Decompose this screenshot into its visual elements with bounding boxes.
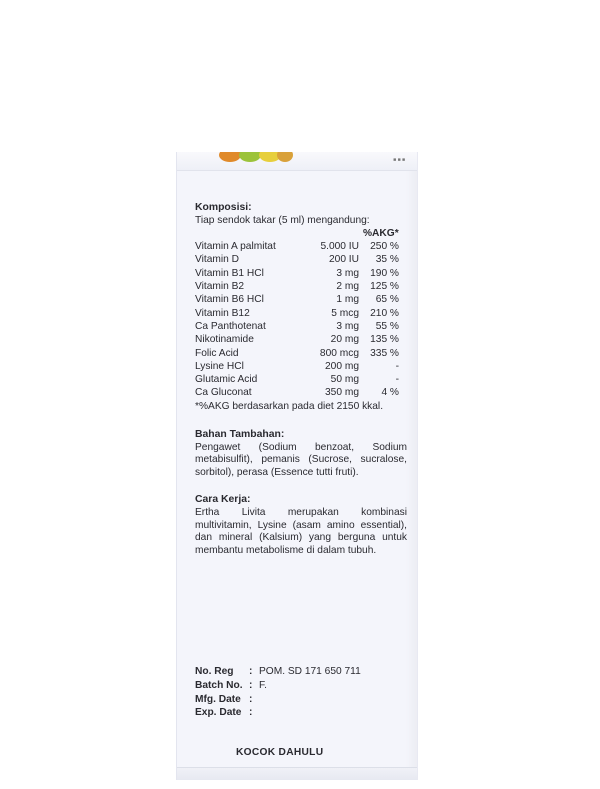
registration-block (195, 665, 361, 720)
ingredient-akg: 65 % (375, 294, 399, 306)
label-content (195, 202, 415, 557)
fruit-graphic (277, 152, 293, 162)
ingredient-akg: 210 % (370, 307, 399, 319)
ingredient-name: Glutamic Acid (195, 374, 258, 386)
registration-label: Batch No. (195, 679, 243, 691)
mechanism-title: Cara Kerja: (195, 494, 251, 506)
ingredient-akg: 250 % (370, 241, 399, 253)
fruit-graphic (219, 152, 241, 162)
ingredient-akg: 335 % (370, 347, 399, 359)
ingredient-amount: 20 mg (330, 334, 359, 346)
composition-row (195, 254, 415, 267)
composition-row (195, 307, 415, 320)
composition-title: Komposisi: (195, 202, 252, 213)
ingredient-akg: 135 % (370, 334, 399, 346)
additives-title: Bahan Tambahan: (195, 428, 285, 440)
registration-row (195, 693, 361, 707)
composition-table (195, 241, 415, 401)
ingredient-amount: 5 mcg (331, 307, 359, 319)
registration-label: No. Reg (195, 666, 234, 677)
ingredient-akg: 4 % (381, 387, 399, 399)
registration-label: Mfg. Date (195, 693, 241, 705)
registration-separator: : (249, 679, 253, 691)
ingredient-name: Vitamin B1 HCl (195, 267, 264, 279)
ingredient-name: Vitamin B12 (195, 307, 250, 319)
flap-marks: ■ ■ ■ (393, 157, 405, 163)
ingredient-akg: - (395, 374, 399, 386)
ingredient-akg: 35 % (375, 254, 399, 266)
registration-row (195, 679, 361, 693)
registration-separator: : (249, 693, 253, 705)
ingredient-amount: 3 mg (336, 320, 359, 332)
registration-value: F. (259, 679, 267, 691)
composition-row (195, 267, 415, 280)
ingredient-amount: 50 mg (330, 374, 359, 386)
ingredient-amount: 2 mg (336, 281, 359, 293)
composition-row (195, 294, 415, 307)
registration-label: Exp. Date (195, 707, 242, 719)
shake-instruction: KOCOK DAHULU (236, 747, 324, 758)
composition-row (195, 347, 415, 360)
ingredient-amount: 200 mg (325, 360, 359, 372)
ingredient-name: Ca Panthotenat (195, 320, 266, 332)
ingredient-amount: 5.000 IU (320, 241, 359, 253)
ingredient-amount: 200 IU (328, 254, 359, 266)
registration-separator: : (249, 707, 253, 719)
composition-row (195, 281, 415, 294)
ingredient-name: Vitamin A palmitat (195, 241, 276, 253)
ingredient-name: Nikotinamide (195, 334, 254, 346)
akg-header: %AKG* (363, 228, 399, 240)
registration-row (195, 665, 361, 679)
ingredient-name: Vitamin B2 (195, 281, 245, 293)
composition-row (195, 321, 415, 334)
ingredient-amount: 350 mg (325, 387, 359, 399)
composition-row (195, 334, 415, 347)
ingredient-amount: 1 mg (336, 294, 359, 306)
ingredient-name: Ca Gluconat (195, 387, 252, 399)
registration-separator: : (249, 666, 253, 677)
composition-subtitle: Tiap sendok takar (5 ml) mengandung: (195, 214, 370, 226)
additives-text: Pengawet (Sodium benzoat, Sodium metabisulfit), pemanis (Sucrose, sucralose, sorbitol), perasa (Essence tutti fruti). (195, 441, 407, 478)
ingredient-akg: 125 % (370, 281, 399, 293)
ingredient-name: Vitamin D (195, 254, 239, 266)
box-top-flap (177, 152, 417, 171)
akg-note: *%AKG berdasarkan pada diet 2150 kkal. (195, 401, 384, 413)
composition-row (195, 241, 415, 254)
ingredient-name: Folic Acid (195, 347, 239, 359)
fruit-graphic (239, 152, 261, 162)
composition-row (195, 387, 415, 400)
registration-value: POM. SD 171 650 711 (259, 666, 361, 677)
ingredient-akg: - (395, 360, 399, 372)
mechanism-text: Ertha Livita merupakan kombinasi multivitamin, Lysine (asam amino essential), dan mineral (Kalsium) yang berguna untuk membantu metabolisme di dalam tubuh. (195, 506, 407, 556)
ingredient-akg: 55 % (375, 320, 399, 332)
registration-row (195, 706, 361, 720)
composition-row (195, 360, 415, 373)
composition-row (195, 374, 415, 387)
box-bottom-edge (177, 767, 417, 780)
ingredient-amount: 800 mcg (319, 347, 359, 359)
ingredient-name: Lysine HCl (195, 360, 244, 372)
ingredient-name: Vitamin B6 HCl (195, 294, 264, 306)
ingredient-akg: 190 % (370, 267, 399, 279)
ingredient-amount: 3 mg (336, 267, 359, 279)
